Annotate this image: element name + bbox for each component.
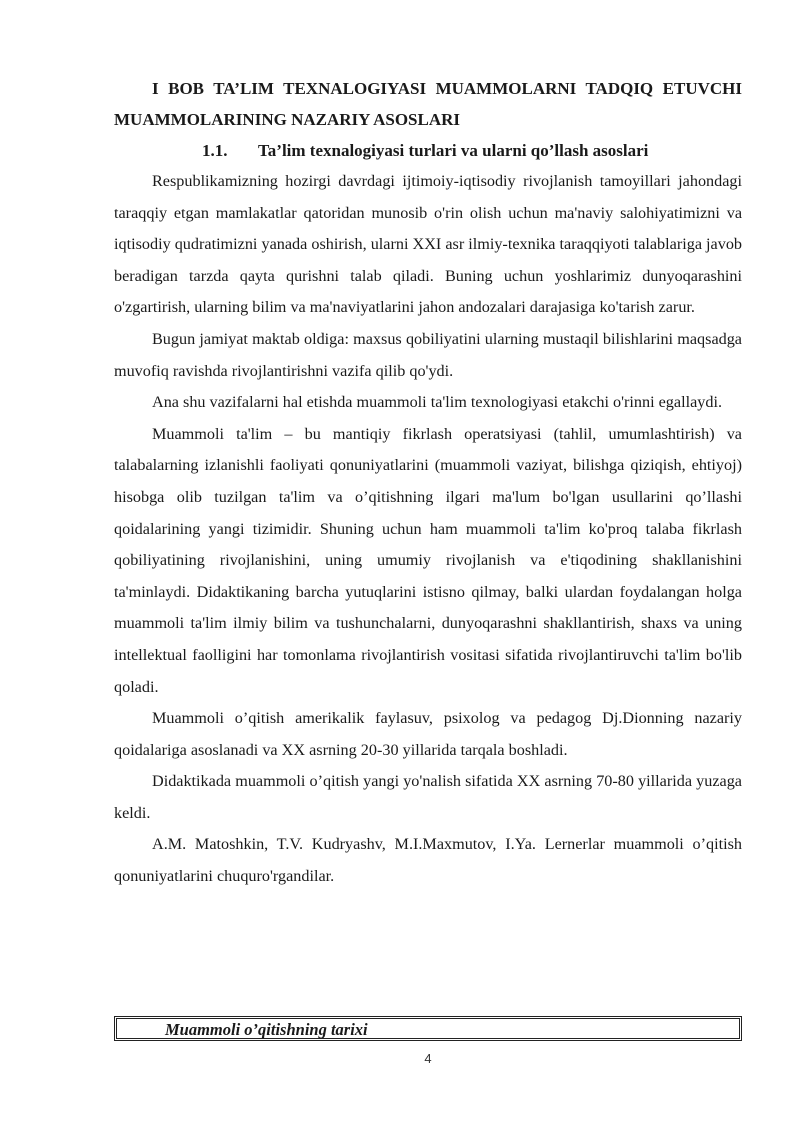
page-number: 4 <box>424 1051 432 1066</box>
paragraph: Muammoli o’qitish amerikalik faylasuv, psixolog va pedagog Dj.Dionning nazariy qoidalariga asoslanadi va XX asrning 20-30 yillarida tarqala boshladi. <box>114 709 742 759</box>
boxed-heading-frame <box>114 1016 742 1041</box>
chapter-title: I BOB TA’LIM TEXNALOGIYASI MUAMMOLARNI TADQIQ ETUVCHI MUAMMOLARINING NAZARIY ASOSLARI <box>114 79 742 129</box>
section-number: 1.1. <box>202 141 228 160</box>
paragraph: A.M. Matoshkin, T.V. Kudryashv, M.I.Maxmutov, I.Ya. Lernerlar muammoli o’qitish qonuniyatlarini chuquro'rgandilar. <box>114 835 742 886</box>
paragraph: Didaktikada muammoli o’qitish yangi yo'nalish sifatida XX asrning 70-80 yillarida yuzaga keldi. <box>114 772 742 822</box>
paragraph: Ana shu vazifalarni hal etishda muammoli ta'lim texnologiyasi etakchi o'rinni egallaydi. <box>152 393 722 412</box>
paragraph: Muammoli ta'lim – bu mantiqiy fikrlash operatsiyasi (tahlil, umumlashtirish) va talabalarning izlanishli faoliyati qonuniyatlarini (muammoli vaziyat, bilishga qiziqish, ehtiyoj) hisobga olib tuzilgan ta'lim va o’qitishning ilgari ma'lum bo'lgan usullarini qo’llashi qoidalarining yangi tizimidir. Shuning uchun ham muammoli ta'lim ko'proq talaba fikrlash qobiliyatining rivojlanishini, uning umumiy rivojlanish va e'tiqodining shakllanishini ta'minlaydi. Didaktikaning barcha yutuqlarini istisno qilmay, balki ulardan foydalangan holga muammoli ta'lim ilmiy bilim va tushunchalarni, dunyoqarashni shakllantirish, shaxs va uning intellektual faolligini har tomonlama rivojlantirish vositasi sifatida rivojlantiruvchi ta'lim bo'lib qoladi. <box>114 424 742 696</box>
boxed-heading: Muammoli o’qitishning tarixi <box>165 1020 368 1039</box>
section-title: Ta’lim texnalogiyasi turlari va ularni qo’llash asoslari <box>258 141 649 160</box>
page-content <box>114 73 742 893</box>
section-heading <box>114 135 742 166</box>
paragraph: Respublikamizning hozirgi davrdagi ijtimoiy-iqtisodiy rivojlanish tamoyillari jahondagi taraqqiy etgan mamlakatlar qatoridan munosib o'rin olish uchun ma'naviy salohiyatimizni va iqtisodiy qudratimizni yanada oshirish, ularni XXI asr ilmiy-texnika taraqqiyoti talablariga javob beradigan tarzda qayta qurishni talab qiladi. Buning uchun yoshlarimiz dunyoqarashini o'zgartirish, ularning bilim va ma'naviyatlarini jahon andozalari darajasiga ko'tarish zarur. <box>114 172 743 317</box>
paragraph: Bugun jamiyat maktab oldiga: maxsus qobiliyatini ularning mustaqil bilishlarini maqsadga muvofiq ravishda rivojlantirishni vazifa qilib qo'ydi. <box>114 329 742 380</box>
